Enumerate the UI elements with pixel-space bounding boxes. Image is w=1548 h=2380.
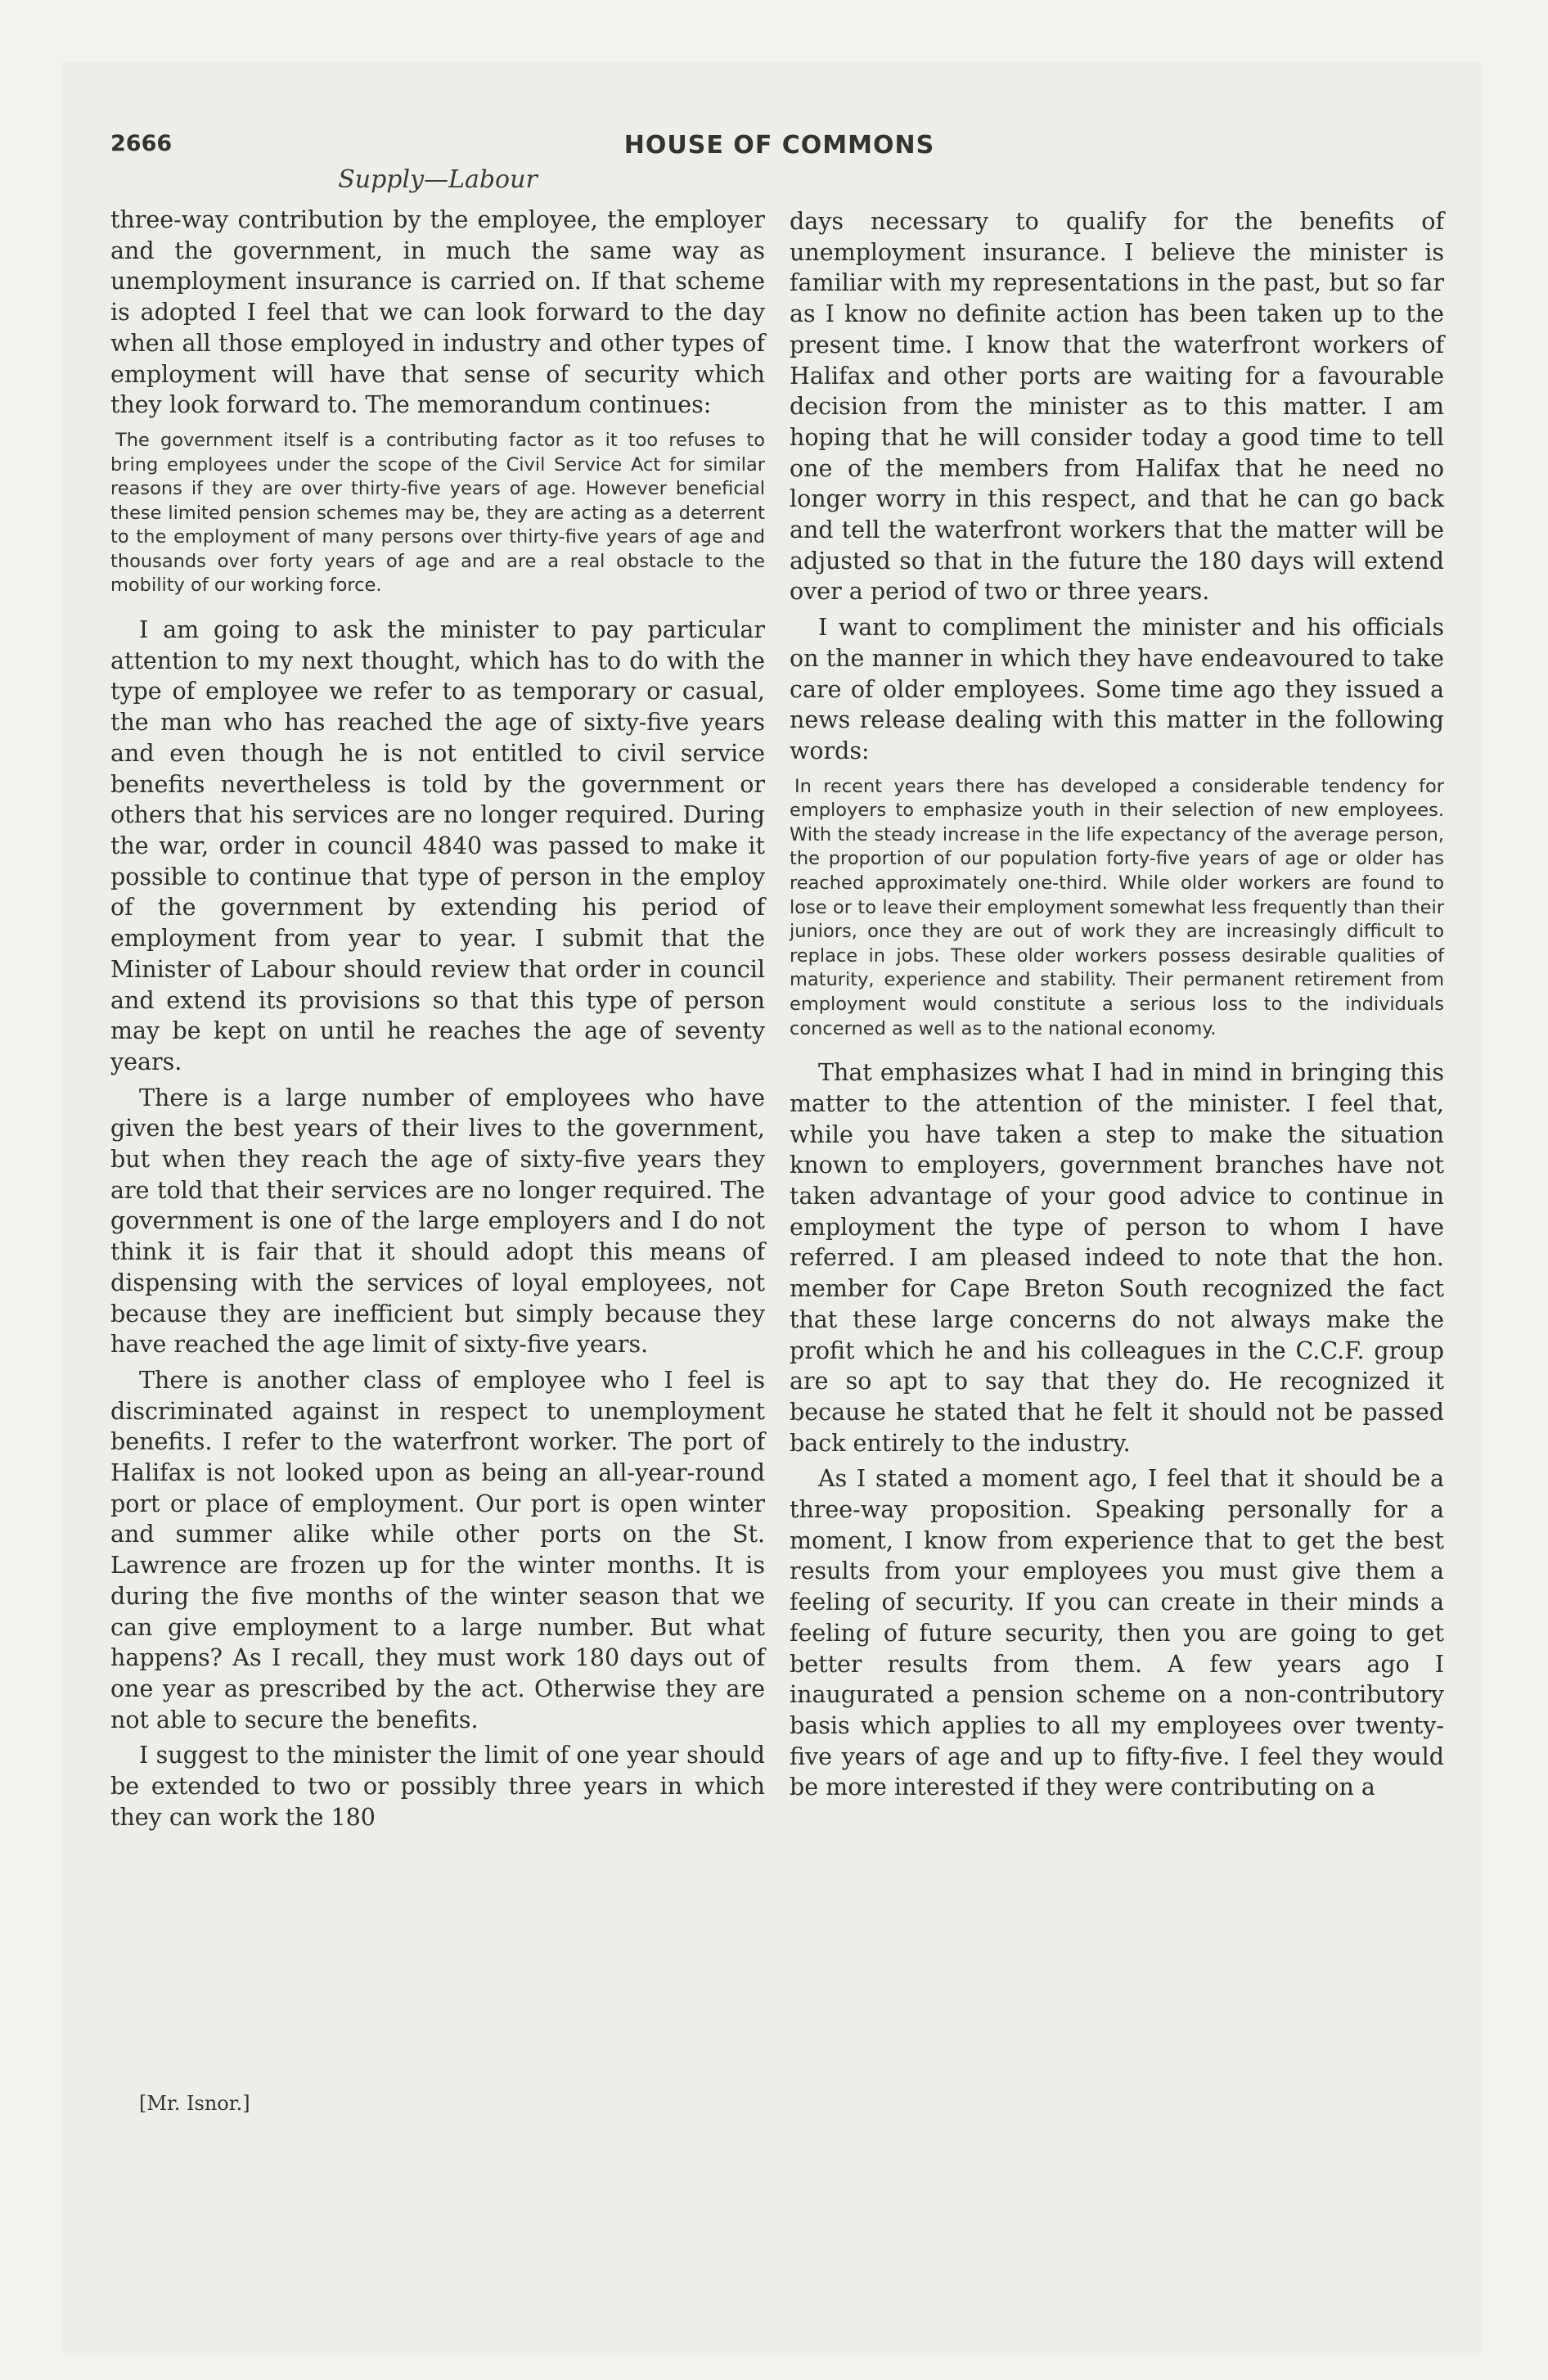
paragraph: There is another class of employee who I feel is discriminated against in respect to unemployment benefits. I refer to the waterfront worker. The port of Halifax is not looked upon as being an all-year-round port or place of employment. Our port is open winter and summer alike while other ports on the St. Lawrence are frozen up for the winter months. It is during the five months of the winter season that we can give employment to a large number. But what happens? As I recall, they must work 180 days out of one year as prescribed by the act. Otherwise they are not able to secure the benefits. — [110, 1366, 765, 1733]
paragraph: As I stated a moment ago, I feel that it should be a three-way proposition. Speaking personally for a moment, I know from experience that to get the best results from your employees you must give them a feeling of security. If you can create in their minds a feeling of future security, then you are going to get better results from them. A few years ago I inaugurated a pension scheme on a non-contributory basis which applies to all my employees over twenty-five years of age and up to fifty-five. I feel they would be more interested if they were contributing on a — [790, 1465, 1444, 1801]
block-quote: The government itself is a contributing factor as it too refuses to bring employees under the scope of the Civil Service Act for similar reasons if they are over thirty-five years of age. However beneficial these limited pension schemes may be, they are acting as a deterrent to the employment of many persons over thirty-five years of age and thousands over forty years of age and are a real obstacle to the mobility of our working force. — [110, 429, 765, 597]
block-quote: In recent years there has developed a considerable tendency for employers to emphasize youth in their selection of new employees. With the steady increase in the life expectancy of the average person, the proportion of our population forty-five years of age or older has reached approximately one-third. While older workers are found to lose or to leave their employment somewhat less frequently than their juniors, once they are out of work they are increasingly difficult to replace in jobs. These older workers possess desirable qualities of maturity, experience and stability. Their permanent retirement from employment would constitute a serious loss to the individuals concerned as well as to the national economy. — [790, 775, 1444, 1039]
paragraph: I am going to ask the minister to pay particular attention to my next thought, which has to do with the type of employee we refer to as temporary or casual, the man who has reached the age of sixty-five years and even though he is not entitled to civil service benefits nevertheless is told by the government or others that his services are no longer required. During the war, order in council 4840 was passed to make it possible to continue that type of person in the employ of the government by extending his period of employment from year to year. I submit that the Minister of Labour should review that order in council and extend its provisions so that this type of person may be kept on until he reaches the age of seventy years. — [110, 616, 765, 1075]
page-number: 2666 — [110, 131, 173, 156]
left-column — [110, 205, 765, 1838]
page-title: HOUSE OF COMMONS — [623, 131, 935, 160]
paragraph: I suggest to the minister the limit of one year should be extended to two or possibly three years in which they can work the 180 — [110, 1742, 765, 1831]
speaker-footer: [Mr. Isnor.] — [139, 2092, 250, 2115]
paragraph: There is a large number of employees who have given the best years of their lives to the government, but when they reach the age of sixty-five years they are told that their services are no longer required. The government is one of the large employers and I do not think it is fair that it should adopt this means of dispensing with the services of loyal employees, not because they are inefficient but simply because they have reached the age limit of sixty-five years. — [110, 1084, 765, 1359]
paragraph: three-way contribution by the employee, the employer and the government, in much the same way as unemployment insurance is carried on. If that scheme is adopted I feel that we can look forward to the day when all those employed in industry and other types of employment will have that sense of security which they look forward to. The memorandum continues: — [110, 206, 765, 419]
running-head: Supply—Labour — [338, 165, 538, 194]
right-column — [790, 206, 1444, 1808]
paragraph: days necessary to qualify for the benefits of unemployment insurance. I believe the minister is familiar with my representations in the past, but so far as I know no definite action has been taken up to the present time. I know that the waterfront workers of Halifax and other ports are waiting for a favourable decision from the minister as to this matter. I am hoping that he will consider today a good time to tell one of the members from Halifax that he need no longer worry in this respect, and that he can go back and tell the waterfront workers that the matter will be adjusted so that in the future the 180 days will extend over a period of two or three years. — [790, 208, 1444, 606]
paragraph: I want to compliment the minister and his officials on the manner in which they have endeavoured to take care of older employees. Some time ago they issued a news release dealing with this matter in the following words: — [790, 614, 1444, 764]
page-header — [110, 131, 1448, 164]
paragraph: That emphasizes what I had in mind in bringing this matter to the attention of the minister. I feel that, while you have taken a step to make the situation known to employers, government branches have not taken advantage of your good advice to continue in employment the type of person to whom I have referred. I am pleased indeed to note that the hon. member for Cape Breton South recognized the fact that these large concerns do not always make the profit which he and his colleagues in the C.C.F. group are so apt to say that they do. He recognized it because he stated that he felt it should not be passed back entirely to the industry. — [790, 1059, 1444, 1457]
